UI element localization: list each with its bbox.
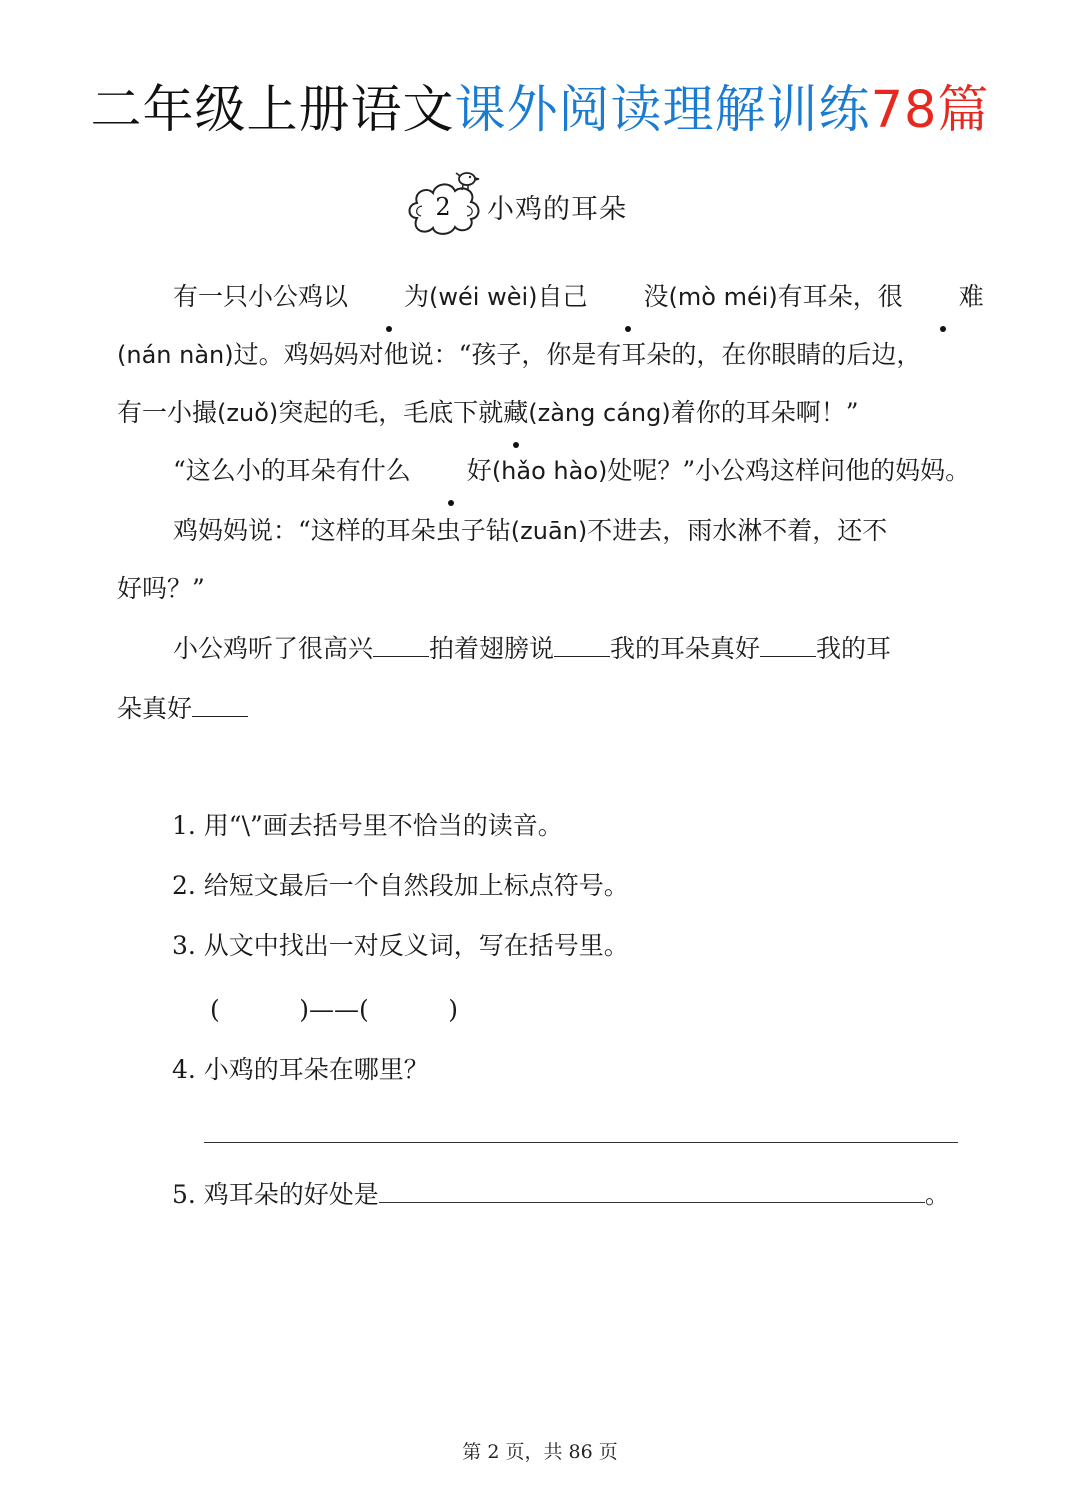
punctuation-blank[interactable]: [192, 692, 248, 717]
passage-paragraph-3-line-1: 鸡妈妈说：“这样的耳朵虫子钻(zuān)不进去，雨水淋不着，还不: [173, 516, 888, 545]
header-training-text: 课外阅读理解训练: [454, 81, 871, 140]
pinyin-annotation: (zuān): [510, 517, 588, 545]
passage-paragraph-1-line-2: (nán nàn)过。鸡妈妈对他说：“孩子，你是有耳朵的，在你眼睛的后边，: [117, 340, 922, 369]
dotted-char: 好: [411, 442, 492, 500]
cloud-bird-icon: [405, 166, 485, 242]
header-grade-text: 二年级上册语文: [90, 81, 455, 140]
pinyin-choice: (nán nàn): [117, 341, 234, 369]
pinyin-choice: (hǎo hào): [491, 457, 608, 485]
dotted-char: 没: [588, 268, 669, 326]
lesson-heading: [405, 166, 627, 242]
lesson-number: 2: [435, 193, 451, 221]
passage-paragraph-3-line-2: 好吗？”: [117, 574, 205, 603]
pinyin-choice: (wéi wèi): [429, 283, 538, 311]
page-footer: 第 2 页，共 86 页: [462, 1441, 618, 1463]
dotted-char: 难: [903, 268, 984, 326]
question-5-suffix: 。: [924, 1180, 950, 1209]
question-1: 1. 用“\”画去括号里不恰当的读音。: [172, 811, 563, 840]
question-5-prefix: 5. 鸡耳朵的好处是: [172, 1180, 379, 1209]
question-4: 4. 小鸡的耳朵在哪里？: [172, 1055, 429, 1084]
question-3: 3. 从文中找出一对反义词，写在括号里。: [172, 931, 629, 960]
passage-paragraph-1-line-3: 有一小撮(zuǒ)突起的毛，毛底下就藏(zàng cáng)着你的耳朵啊！”: [117, 384, 963, 442]
question-5: [172, 1176, 950, 1213]
pinyin-annotation: (zuǒ): [217, 399, 279, 427]
lesson-title: 小鸡的耳朵: [487, 193, 627, 225]
passage-paragraph-4-line-2: 朵真好: [117, 680, 963, 738]
question-5-answer-line[interactable]: [379, 1176, 925, 1203]
header-count-text: 78篇: [870, 81, 990, 140]
question-2: 2. 给短文最后一个自然段加上标点符号。: [172, 871, 629, 900]
pinyin-choice: (mò méi): [668, 283, 778, 311]
passage-paragraph-4-line-1: 小公鸡听了很高兴 拍着翅膀说 我的耳朵真好 我的耳: [173, 634, 892, 663]
document-header: [0, 78, 1080, 144]
punctuation-blank[interactable]: [760, 632, 816, 657]
dotted-char: 藏: [503, 384, 528, 442]
punctuation-blank[interactable]: [554, 632, 610, 657]
pinyin-choice: (zàng cáng): [528, 399, 671, 427]
question-4-answer-line[interactable]: [204, 1142, 958, 1143]
antonym-answer-brackets[interactable]: ( )——( ): [210, 995, 458, 1024]
dotted-char: 为: [348, 268, 429, 326]
punctuation-blank[interactable]: [373, 632, 429, 657]
passage-paragraph-1-line-1: 有一只小公鸡以 为(wéi wèi)自己 没(mò méi)有耳朵，很 难: [117, 268, 963, 326]
passage-paragraph-2: “这么小的耳朵有什么 好(hǎo hào)处呢？”小公鸡这样问他的妈妈。: [117, 442, 963, 500]
